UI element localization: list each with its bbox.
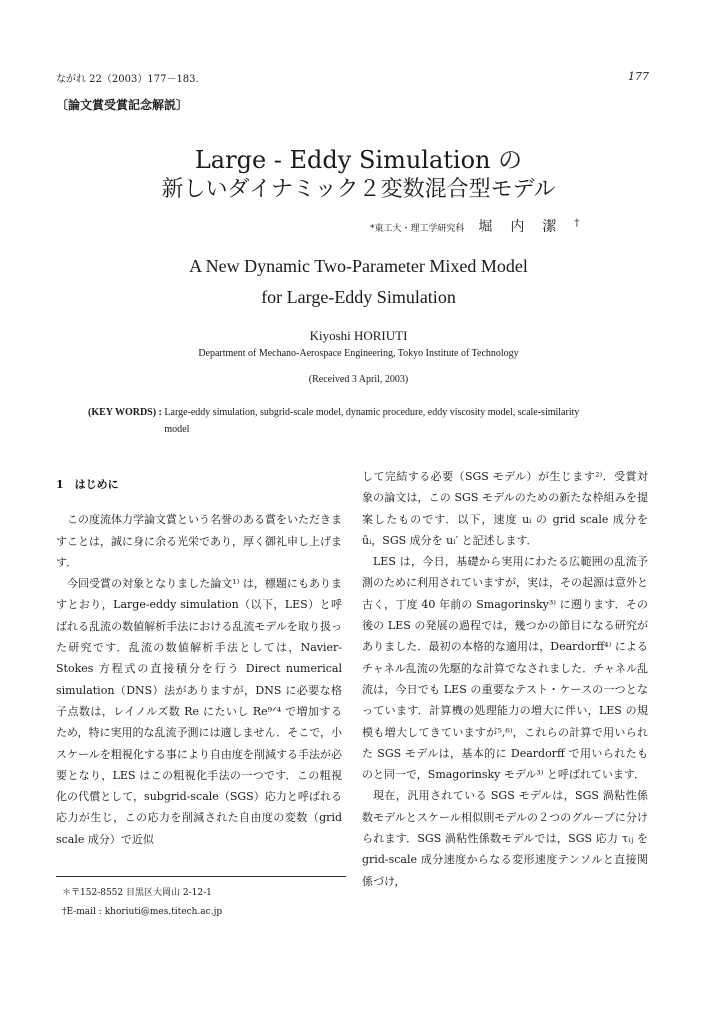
author-affiliation-ja: *東工大・理工学研究科 (370, 224, 465, 234)
paragraph: 現在，汎用されている SGS モデルは，SGS 渦粘性係数モデルとスケール相似則モデルの２つのグループに分けられます．SGS 渦粘性係数モデルでは，SGS 応力 τᵢⱼ を grid-scale 成分速度からなる変形速度テンソルと直接関係づけ， (362, 789, 648, 888)
title-en-line1: A New Dynamic Two-Parameter Mixed Model (189, 256, 528, 276)
received-date: (Received 3 April, 2003) (308, 374, 409, 385)
section-heading: 1 はじめに (56, 478, 119, 491)
footnotes (62, 884, 222, 922)
right-column (362, 466, 648, 892)
author-en: Kiyoshi HORIUTI (309, 328, 408, 343)
author-name-ja: 堀内潔 (478, 219, 575, 235)
keywords (88, 404, 648, 438)
page-number: 177 (628, 70, 649, 83)
title-en-line2: for Large-Eddy Simulation (261, 287, 456, 307)
keywords-text: Large-eddy simulation, subgrid-scale model, dynamic procedure, eddy viscosity model, scale-similarity model (164, 407, 580, 435)
author-mark: † (574, 218, 580, 229)
title-ja-line2: 新しいダイナミック２変数混合型モデル (161, 177, 556, 202)
paragraph: この度流体力学論文賞という名誉のある賞をいただきますことは，誠に身に余る光栄であり，厚く御礼申し上げます． (56, 513, 342, 569)
journal-citation: ながれ 22（2003）177－183. (56, 74, 199, 85)
paragraph: 今回受賞の対象となりました論文¹⁾ は，標題にもありますとおり，Large-eddy simulation（以下，LES）と呼ばれる乱流の数値解析手法における乱流モデルを取り扱った研究です．乱流の数値解析手法としては，Navier-Stokes 方程式の直接積分を行う Direct numerical simulation（DNS）法がありますが，DNS に必要な格子点数は，レイノルズ数 Re にたいし Re⁹ᐟ⁴ で増加するため，特に実用的な乱流予測には適しません．そこで，小スケールを粗視化する事により自由度を削減する手法が必要となり，LES はこの粗視化手法の一つです．この粗視化の代償として，subgrid-scale（SGS）応力と呼ばれる応力が生じ，この応力を削減された自由度の変数（grid scale 成分）で近似 (56, 577, 342, 846)
department: Department of Mechano-Aerospace Engineering, Tokyo Institute of Technology (198, 348, 519, 359)
author-ja (370, 216, 579, 236)
left-column (56, 474, 342, 850)
footnote-address: ＊〒152-8552 目黒区大岡山 2-12-1 (62, 888, 212, 898)
section-tag: 〔論文賞受賞記念解説〕 (56, 98, 189, 112)
footnote-email: †E-mail : khoriuti@mes.titech.ac.jp (62, 907, 223, 917)
title-ja-line1: Large - Eddy Simulation の (194, 146, 523, 174)
paragraph: LES は，今日，基礎から実用にわたる広範囲の乱流予測のために利用されていますが，実は，その起源は意外と古く，丁度 40 年前の Smagorinsky³⁾ に遡ります．その後の LES の発展の過程では，幾つかの節目になる研究がありました．最初の本格的な適用は，Deardorff⁴⁾ によるチャネル乱流の先駆的な計算でなされました．チャネル乱流は，今日でも LES の重要なテスト・ケースの一つとなっています．計算機の処理能力の増大に伴い，LES の規模も増大してきていますが⁵,⁶⁾，これらの計算で用いられた SGS モデルは，基本的に Deardorff で用いられたものと同一で，Smagorinsky モデル³⁾ と呼ばれています． (362, 555, 648, 782)
footnote-divider (56, 876, 346, 877)
paragraph: して完結する必要（SGS モデル）が生じます²⁾．受賞対象の論文は，この SGS モデルのための新たな枠組みを提案したものです．以下，速度 uᵢ の grid scale 成分を ūᵢ，SGS 成分を uᵢ′ と記述します． (362, 470, 648, 547)
keywords-label: (KEY WORDS) : (88, 407, 162, 418)
